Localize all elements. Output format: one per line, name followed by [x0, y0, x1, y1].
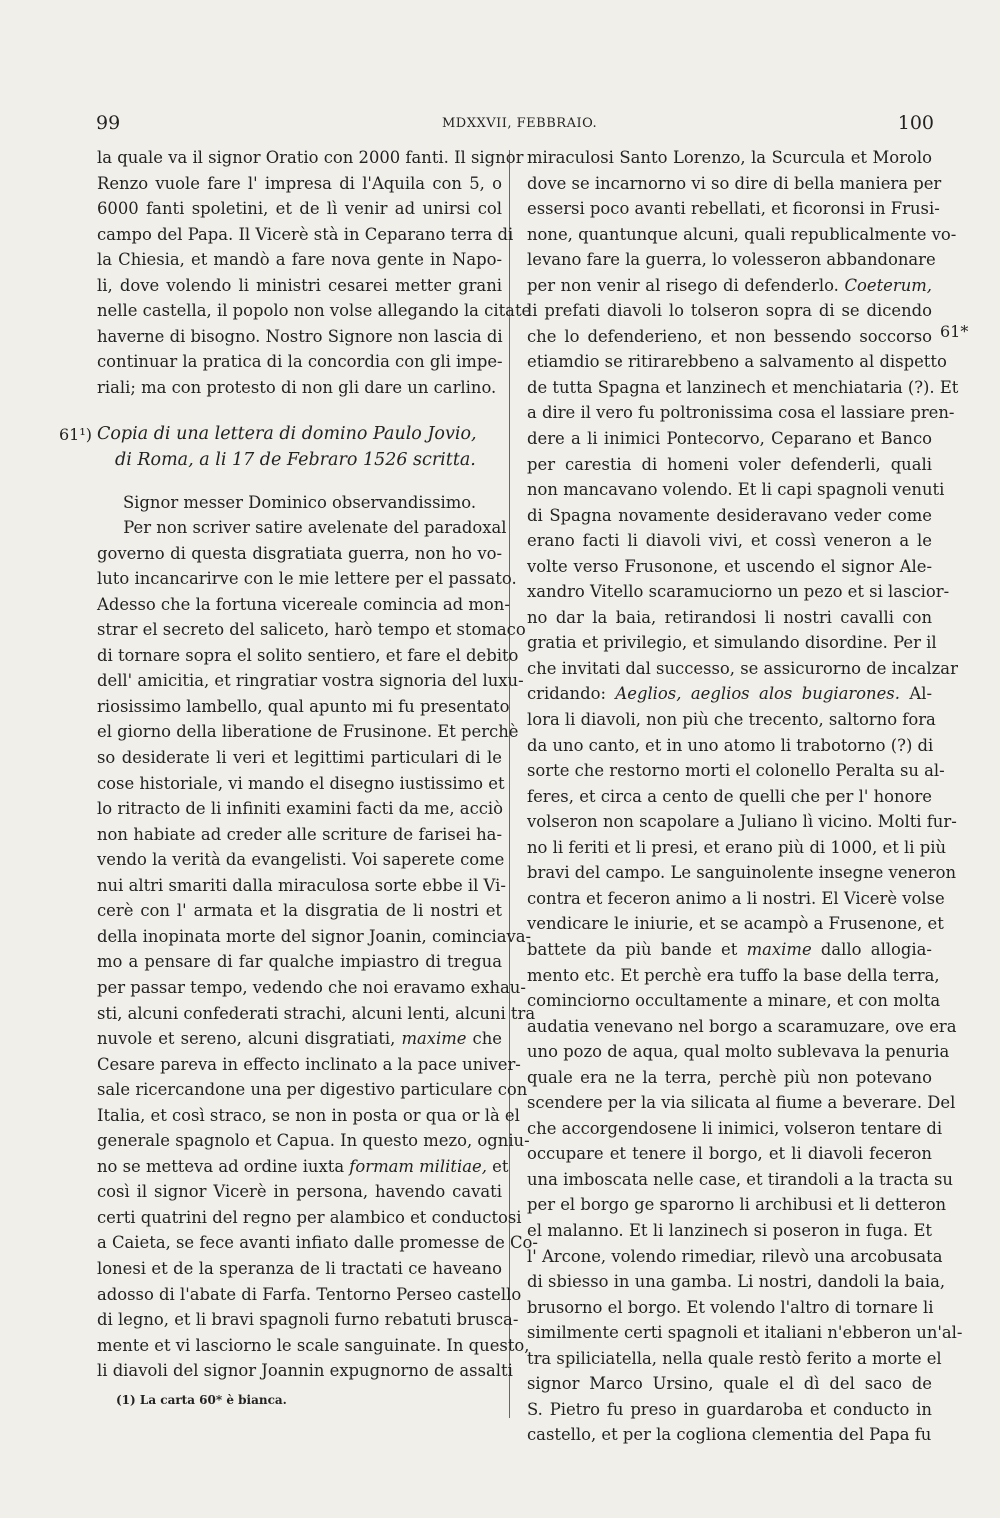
text-segment: cerè con l' armata et la disgratia de li nostri et — [97, 901, 502, 921]
text-segment: no se metteva ad ordine iuxta — [97, 1156, 345, 1176]
text-segment: cominciorno occultamente a minare, et con molta — [527, 991, 941, 1011]
text-line — [527, 860, 957, 886]
text-line — [527, 707, 936, 733]
text-line — [527, 1116, 943, 1142]
text-line — [97, 1282, 522, 1308]
text-segment: l' Arcone, volendo rimediar, rilevò una arcobusata — [527, 1246, 943, 1266]
text-segment: da uno canto, et in uno atomo li trabotorno (?) di — [527, 735, 934, 755]
text-segment: per non venir al risego di defenderlo. — [527, 275, 839, 295]
page-number-left: 99 — [96, 112, 121, 134]
page-header — [96, 112, 934, 142]
text-line — [527, 911, 944, 937]
left-column — [59, 145, 538, 1384]
text-segment: mo a pensare di far qualche impiastro di tregua — [97, 952, 502, 972]
text-line — [527, 1014, 957, 1040]
text-segment: non mancavano volendo. Et li capi spagnoli venuti — [527, 480, 945, 500]
text-segment: strar el secreto del saliceto, harò tempo et stomaco — [97, 620, 526, 640]
text-line — [97, 1001, 536, 1027]
text-line — [527, 145, 932, 171]
text-segment: none, quantunque alcuni, quali republicalmente vo- — [527, 224, 957, 244]
text-line — [97, 771, 505, 797]
text-segment: una imboscata nelle case, et tirandoli a la tracta su — [527, 1169, 953, 1189]
text-segment: la Chiesia, et mandò a fare nova gente in Napo- — [97, 250, 502, 270]
text-segment: feres, et circa a cento de quelli che per l' honore — [527, 786, 932, 806]
text-line — [97, 668, 524, 694]
text-segment: sti, alcuni confederati strachi, alcuni lenti, alcuni tra — [97, 1003, 536, 1023]
spacer — [97, 400, 502, 422]
text-line — [527, 1397, 932, 1423]
section-heading — [59, 422, 502, 473]
text-segment: governo di questa disgratiata guerra, non ho vo- — [97, 543, 502, 563]
text-segment: erano facti li diavoli vivi, et cossì veneron a le — [527, 531, 932, 551]
text-line — [527, 605, 932, 631]
text-line — [97, 694, 510, 720]
text-line — [527, 298, 932, 324]
text-line — [97, 171, 502, 197]
text-segment: miraculosi Santo Lorenzo, la Scurcula et Morolo — [527, 148, 932, 167]
running-title: MDXXVII, FEBBRAIO. — [442, 116, 598, 131]
text-segment: della inopinata morte del signor Joanin, cominciava- — [97, 926, 532, 946]
text-line — [527, 758, 945, 784]
text-line — [527, 988, 941, 1014]
text-line — [527, 273, 932, 299]
text-segment: brusorno el borgo. Et volendo l'altro di tornare li — [527, 1297, 934, 1317]
text-line — [97, 273, 502, 299]
text-line — [97, 1307, 519, 1333]
text-line — [527, 477, 945, 503]
text-line — [527, 1065, 932, 1091]
text-segment: lora li diavoli, non più che trecento, saltorno fora — [527, 710, 936, 730]
italic-text: Aeglios, aeglios alos bugiarones. — [605, 684, 900, 704]
text-line — [97, 1128, 530, 1154]
text-line — [97, 1205, 522, 1231]
text-line — [527, 1039, 950, 1065]
text-segment: so desiderate li veri et legittimi particulari di le — [97, 748, 502, 768]
text-segment: lo ritracto de li infiniti examini facti da me, acciò — [97, 799, 504, 819]
text-line — [527, 222, 957, 248]
text-line — [97, 873, 506, 899]
text-line — [97, 898, 502, 924]
text-segment: el malanno. Et li lanzinech si poseron in fuga. Et — [527, 1220, 932, 1240]
text-segment: contra et feceron animo a li nostri. El Vicerè volse — [527, 888, 945, 908]
text-segment: dove se incarnorno vi so dire di bella maniera per — [527, 173, 942, 193]
text-segment: de tutta Spagna et lanzinech et menchiataria (?). Et — [527, 377, 959, 397]
text-line — [527, 1192, 947, 1218]
text-line — [527, 375, 959, 401]
text-line — [97, 541, 502, 567]
text-line — [527, 1244, 943, 1270]
text-line — [527, 733, 932, 759]
text-segment: 6000 fanti spoletini, et de lì venir ad unirsi col — [97, 199, 502, 219]
text-line — [527, 528, 932, 554]
text-segment: levano fare la guerra, lo volesseron abbandonare — [527, 250, 936, 270]
text-line — [97, 349, 502, 375]
text-segment: di legno, et li bravi spagnoli furno rebatuti brusca- — [97, 1310, 519, 1330]
text-segment: volte verso Frusonone, et uscendo el signor Ale- — [527, 556, 932, 576]
text-line — [97, 745, 502, 771]
text-segment: mento etc. Et perchè era tuffo la base della terra, — [527, 965, 940, 985]
text-segment: gratia et privilegio, et simulando disordine. Per il — [527, 633, 937, 653]
text-line — [527, 1269, 946, 1295]
text-line — [97, 1333, 530, 1359]
footnote: (1) La carta 60* è bianca. — [116, 1393, 287, 1407]
text-line — [527, 784, 932, 810]
text-line — [527, 554, 932, 580]
text-segment: dere a li inimici Pontecorvo, Ceparano et Banco — [527, 429, 932, 449]
text-segment: campo del Papa. Il Vicerè stà in Ceparano terra di — [97, 224, 514, 244]
text-segment: quale era ne la terra, perchè più non potevano — [527, 1067, 932, 1087]
text-line — [527, 1422, 932, 1448]
text-line — [97, 324, 502, 350]
text-line — [97, 1052, 521, 1078]
text-segment: per carestia di homeni voler defenderli, quali — [527, 454, 932, 474]
text-line — [527, 1218, 932, 1244]
text-line — [527, 452, 932, 478]
text-segment: similmente certi spagnoli et italiani n'ebberon un'al- — [527, 1323, 963, 1343]
text-line — [527, 400, 955, 426]
text-segment: mente et vi lasciorno le scale sanguinate. In questo, — [97, 1335, 530, 1355]
text-segment: S. Pietro fu preso in guardaroba et conducto in — [527, 1399, 932, 1419]
text-line — [527, 196, 940, 222]
text-line — [527, 963, 940, 989]
text-segment: battete da più bande et — [527, 939, 738, 959]
text-segment: che invitati dal successo, se assicurorno de incalzar — [527, 658, 958, 678]
text-segment: li, dove volendo li ministri cesarei metter grani — [97, 275, 502, 295]
text-segment: etiamdio se ritirarebbeno a salvamento al dispetto — [527, 352, 947, 372]
text-line — [97, 515, 507, 541]
text-segment: a Caieta, se fece avanti infiato dalle promesse de Co- — [97, 1233, 538, 1253]
text-line — [527, 247, 936, 273]
text-segment: volseron non scapolare a Juliano lì vicino. Molti fur- — [527, 812, 957, 832]
text-line — [527, 656, 958, 682]
text-line — [527, 171, 942, 197]
section-number: 61¹) — [59, 425, 93, 445]
text-line — [97, 375, 502, 401]
italic-text: formam militiae, — [344, 1156, 487, 1176]
left-paragraph-2 — [97, 515, 538, 1384]
text-line — [527, 579, 950, 605]
text-segment: vendo la verità da evangelisti. Voi saperete come — [97, 850, 505, 870]
text-line — [527, 1346, 942, 1372]
text-line — [527, 1167, 953, 1193]
text-segment: per el borgo ge sparorno li archibusi et li detteron — [527, 1195, 947, 1215]
text-line — [97, 822, 502, 848]
text-segment: el giorno della liberatione de Frusinone. Et perchè — [97, 722, 519, 742]
text-line — [97, 1077, 528, 1103]
text-segment: a dire il vero fu poltronissima cosa el lassiare pren- — [527, 403, 955, 423]
text-segment: no dar la baia, retirandosi li nostri cavalli con — [527, 607, 932, 627]
text-line — [97, 196, 502, 222]
text-line — [527, 1090, 956, 1116]
text-segment: nuvole et sereno, alcuni disgratiati, — [97, 1029, 396, 1049]
left-paragraph-1 — [97, 145, 532, 400]
text-segment: scendere per la via silicata al fiume a beverare. Del — [527, 1093, 956, 1113]
text-line — [527, 426, 932, 452]
text-line — [97, 298, 532, 324]
italic-text: maxime — [737, 939, 812, 959]
text-line — [527, 503, 932, 529]
text-segment: che accorgendosene li inimici, volseron tentare di — [527, 1118, 943, 1138]
text-segment: essersi poco avanti rebellati, et ficoronsi in Frusi- — [527, 199, 940, 219]
text-segment: luto incancarirve con le mie lettere per el passato. — [97, 569, 517, 589]
text-line — [527, 1141, 932, 1167]
text-line — [527, 886, 945, 912]
text-segment: Adesso che la fortuna vicereale comincia ad mon- — [97, 594, 510, 614]
salutation: Signor messer Dominico observandissimo. — [122, 492, 477, 512]
margin-note: 61* — [940, 322, 969, 341]
text-line — [97, 1154, 509, 1180]
text-line — [97, 949, 502, 975]
text-line — [97, 1230, 538, 1256]
text-segment: di sbiesso in una gamba. Li nostri, dandoli la baia, — [527, 1272, 946, 1292]
text-segment: che lo defenderieno, et non bessendo soccorso — [527, 326, 932, 346]
text-segment: adosso di l'abate di Farfa. Tentorno Perseo castello — [97, 1284, 522, 1304]
text-line — [527, 809, 957, 835]
text-line — [97, 1026, 502, 1052]
text-line — [527, 681, 932, 707]
page-number-right: 100 — [897, 112, 934, 134]
column-divider — [509, 150, 510, 1418]
text-segment: nui altri smariti dalla miraculosa sorte ebbe il Vi- — [97, 875, 506, 895]
spacer — [97, 474, 502, 490]
text-segment: xandro Vitello scaramuciorno un pezo et si lascior- — [527, 582, 950, 602]
text-segment: di tornare sopra el solito sentiero, et fare el debito — [97, 645, 519, 665]
text-segment: che — [466, 1029, 502, 1049]
italic-text: Coeterum, — [838, 275, 932, 295]
text-line — [97, 796, 502, 822]
text-line — [527, 835, 947, 861]
text-line — [97, 247, 502, 273]
text-segment: et — [486, 1156, 509, 1176]
text-segment: lonesi et de la speranza de li tractati ce haveano — [97, 1258, 502, 1278]
text-segment: Cesare pareva in effecto inclinato a la pace univer- — [97, 1054, 521, 1074]
text-segment: non habiate ad creder alle scriture de farisei ha- — [97, 824, 502, 844]
text-segment: Italia, et così straco, se non in posta or qua or là el — [97, 1105, 520, 1125]
text-line — [527, 1320, 963, 1346]
text-line — [97, 617, 526, 643]
text-segment: riosissimo lambello, qual apunto mi fu presentato — [97, 696, 510, 716]
section-title-line: Copia di una lettera di domino Paulo Jovio, — [97, 424, 477, 445]
text-line — [527, 937, 932, 963]
text-segment: Al- — [899, 684, 932, 704]
text-segment: dallo allogia- — [811, 939, 932, 959]
text-segment: per passar tempo, vedendo che noi eravamo exhau- — [97, 977, 526, 997]
text-line — [97, 1256, 502, 1282]
text-segment: di Spagna novamente desideravano veder come — [527, 505, 932, 525]
text-line — [97, 1103, 520, 1129]
text-segment: no li feriti et li presi, et erano più di 1000, et li più — [527, 837, 947, 857]
text-line — [527, 349, 947, 375]
text-segment: occupare et tenere il borgo, et li diavoli feceron — [527, 1144, 932, 1164]
text-segment: la quale va il signor Oratio con 2000 fanti. Il signor — [97, 148, 524, 167]
text-segment: li prefati diavoli lo tolseron sopra di se dicendo — [527, 301, 932, 321]
text-line — [527, 630, 937, 656]
text-line — [527, 324, 932, 350]
text-segment: signor Marco Ursino, quale el dì del saco de — [527, 1374, 932, 1394]
text-line — [97, 222, 514, 248]
text-segment: cose historiale, vi mando el disegno iustissimo et — [97, 773, 505, 793]
text-line — [97, 566, 517, 592]
text-segment: generale spagnolo et Capua. In questo mezo, ogniu- — [97, 1131, 530, 1151]
text-segment: sale ricercandone una per digestivo particulare con — [97, 1080, 528, 1100]
text-segment: Renzo vuole fare l' impresa di l'Aquila con 5, o — [97, 173, 502, 193]
text-segment: audatia venevano nel borgo a scaramuzare, ove era — [527, 1016, 957, 1036]
text-segment: così il signor Vicerè in persona, havendo cavati — [97, 1182, 502, 1202]
text-segment: dell' amicitia, et ringratiar vostra signoria del luxu- — [97, 671, 524, 691]
text-segment: castello, et per la cogliona clementia del Papa fu — [527, 1425, 932, 1445]
text-segment: continuar la pratica di la concordia con gli impe- — [97, 352, 503, 372]
text-line — [97, 643, 519, 669]
text-segment: certi quatrini del regno per alambico et conductosi — [97, 1207, 522, 1227]
text-line — [97, 592, 510, 618]
text-segment: nelle castella, il popolo non volse allegando la citate — [97, 301, 532, 321]
text-segment: bravi del campo. Le sanguinolente insegne veneron — [527, 863, 957, 883]
text-line — [97, 719, 519, 745]
text-line — [97, 1358, 513, 1384]
text-segment: sorte che restorno morti el colonello Peralta su al- — [527, 761, 945, 781]
text-line — [97, 145, 524, 171]
text-line — [97, 1179, 502, 1205]
text-segment: cridando: — [527, 684, 606, 704]
text-segment: riali; ma con protesto di non gli dare un carlino. — [97, 377, 497, 397]
text-line — [97, 924, 532, 950]
italic-text: maxime — [395, 1029, 467, 1049]
text-line — [527, 1295, 932, 1321]
text-segment: haverne di bisogno. Nostro Signore non lascia di — [97, 326, 503, 346]
text-segment: tra spiliciatella, nella quale restò ferito a morte el — [527, 1348, 942, 1368]
section-title-line: di Roma, a li 17 de Febraro 1526 scritta. — [115, 450, 476, 471]
text-segment: vendicare le iniurie, et se acampò a Frusenone, et — [527, 914, 944, 934]
text-line — [97, 975, 526, 1001]
text-line — [527, 1371, 932, 1397]
text-segment: Per non scriver satire avelenate del paradoxal — [123, 518, 507, 538]
text-segment: li diavoli del signor Joannin expugnorno de assalti — [97, 1361, 513, 1381]
text-line — [97, 847, 505, 873]
text-segment: uno pozo de aqua, qual molto sublevava la penuria — [527, 1042, 950, 1062]
